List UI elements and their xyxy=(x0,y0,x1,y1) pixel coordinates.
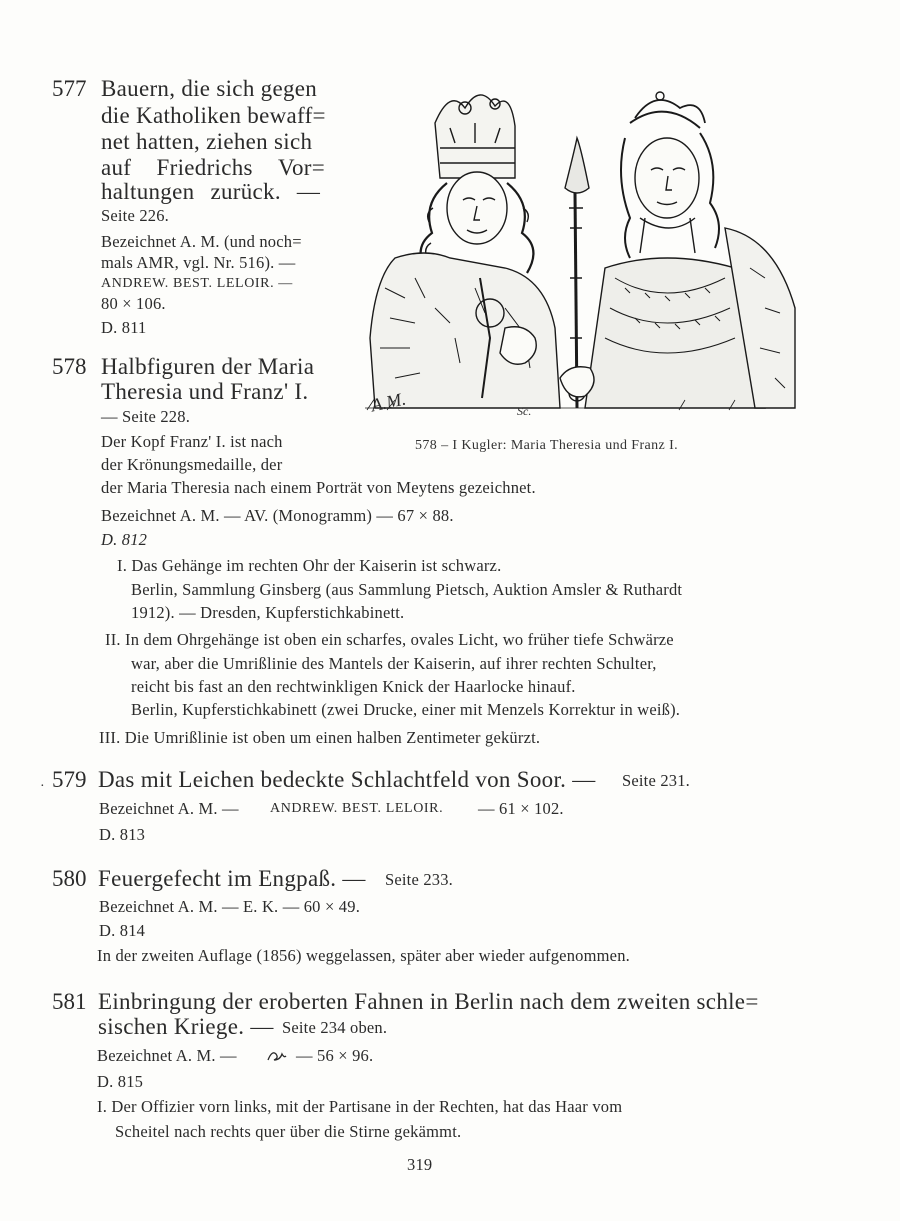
entry-title-line: Theresia und Franz' I. xyxy=(101,379,309,404)
page-reference: Seite 226. xyxy=(101,206,169,225)
entry-number: 580 xyxy=(52,866,87,891)
page-number: 319 xyxy=(407,1155,433,1174)
entry-number: 578 xyxy=(52,354,87,379)
dimensions: — 61 × 102. xyxy=(478,799,564,818)
entry-title-line: Einbringung der eroberten Fahnen in Berlin nach dem zweiten schle= xyxy=(98,989,759,1014)
monogram-mark-icon xyxy=(266,1048,288,1064)
entry-title-line: sischen Kriege. — xyxy=(98,1014,274,1039)
designation-text: Bezeichnet A. M. — xyxy=(99,799,239,818)
artist-monogram: A.M. xyxy=(369,388,408,416)
entry-title-line: net hatten, ziehen sich xyxy=(101,129,313,154)
entry-title-line: haltungen zurück. — xyxy=(101,179,321,204)
artist-credit: ANDREW. BEST. LELOIR. — xyxy=(101,276,293,291)
entry-title: Das mit Leichen bedeckte Schlachtfeld von Soor. — xyxy=(98,767,596,792)
catalog-d-number: D. 813 xyxy=(99,825,146,844)
designation-text: Bezeichnet A. M. — AV. (Monogramm) — 67 × 88. xyxy=(101,506,454,525)
page-reference: Seite 234 oben. xyxy=(282,1018,388,1037)
dimensions: 80 × 106. xyxy=(101,294,166,313)
entry-title-line: Halbfiguren der Maria xyxy=(101,354,315,379)
state-description: Scheitel nach rechts quer über die Stirne gekämmt. xyxy=(115,1122,462,1141)
body-text: Der Kopf Franz' I. ist nach xyxy=(101,432,283,451)
page-reference: — Seite 228. xyxy=(101,407,191,426)
state-location: Berlin, Kupferstichkabinett (zwei Drucke, einer mit Menzels Korrektur in weiß). xyxy=(131,700,681,719)
designation-text: Bezeichnet A. M. (und noch= xyxy=(101,232,302,251)
catalog-d-number: D. 814 xyxy=(99,921,146,940)
word: Friedrichs xyxy=(156,155,253,180)
edition-note: In der zweiten Auflage (1856) weggelassen, später aber wieder aufgenommen. xyxy=(97,946,630,965)
state-location: Berlin, Sammlung Ginsberg (aus Sammlung Pietsch, Auktion Amsler & Ruthardt xyxy=(131,580,683,599)
word: Vor= xyxy=(278,155,325,180)
entry-number: 581 xyxy=(52,989,87,1014)
entry-number: 579 xyxy=(52,767,87,792)
dimensions: — 56 × 96. xyxy=(296,1046,374,1065)
entry-number: 577 xyxy=(52,76,87,101)
figure-caption: 578 – I Kugler: Maria Theresia und Franz I. xyxy=(415,438,679,453)
state-location: 1912). — Dresden, Kupferstichkabinett. xyxy=(131,603,405,622)
designation-text: Bezeichnet A. M. — xyxy=(97,1046,237,1065)
entry-title: Feuergefecht im Engpaß. — xyxy=(98,866,366,891)
portrait-illustration xyxy=(355,78,800,423)
state-description: II. In dem Ohrgehänge ist oben ein scharfes, ovales Licht, wo früher tiefe Schwärze xyxy=(105,630,674,649)
body-text: der Maria Theresia nach einem Porträt von Meytens gezeichnet. xyxy=(101,478,536,497)
designation-text: Bezeichnet A. M. — E. K. — 60 × 49. xyxy=(99,897,361,916)
entry-title-line: Bauern, die sich gegen xyxy=(101,76,318,101)
state-description: III. Die Umrißlinie ist oben um einen halben Zentimeter gekürzt. xyxy=(99,728,541,747)
state-description: I. Das Gehänge im rechten Ohr der Kaiserin ist schwarz. xyxy=(117,556,502,575)
state-description: reicht bis fast an den rechtwinkligen Knick der Haarlocke hinauf. xyxy=(131,677,576,696)
state-description: war, aber die Umrißlinie des Mantels der Kaiserin, auf ihrer rechten Schulter, xyxy=(131,654,657,673)
catalog-d-number: D. 811 xyxy=(101,318,147,337)
engraving-maria-theresia-franz xyxy=(355,78,800,423)
entry-title-line-justified xyxy=(101,155,325,181)
page-reference: Seite 231. xyxy=(622,771,690,790)
body-text: der Krönungsmedaille, der xyxy=(101,455,283,474)
entry-title-line: die Katholiken bewaff= xyxy=(101,103,326,128)
engraver-mark: Sc. xyxy=(517,404,532,418)
artist-credit: ANDREW. BEST. LELOIR. xyxy=(270,801,444,816)
catalog-d-number: D. 812 xyxy=(101,530,148,549)
designation-text: mals AMR, vgl. Nr. 516). — xyxy=(101,253,296,272)
state-description: I. Der Offizier vorn links, mit der Partisane in der Rechten, hat das Haar vom xyxy=(97,1097,623,1116)
catalog-d-number: D. 815 xyxy=(97,1072,144,1091)
margin-dot: · xyxy=(40,779,45,794)
page-reference: Seite 233. xyxy=(385,870,453,889)
word: auf xyxy=(101,155,132,180)
